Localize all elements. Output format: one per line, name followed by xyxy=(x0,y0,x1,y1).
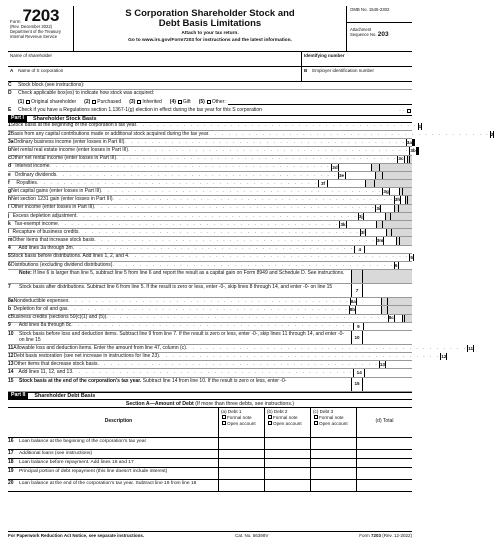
part-ii-header: Part II Shareholder Debt Basis xyxy=(8,392,412,400)
line-13-amount[interactable] xyxy=(385,361,412,368)
line-3f-amount[interactable] xyxy=(327,180,365,187)
debt-1-line-16[interactable] xyxy=(218,438,264,449)
purchased-checkbox[interactable] xyxy=(92,100,96,104)
original-shareholder-checkbox[interactable] xyxy=(26,100,30,104)
line-1-amount[interactable] xyxy=(421,123,422,130)
line-8c: c Business credits (sections 50(c)(1) and (5)) . . . . . . . . . . . . . . . . . . . . . . . . . . . . . . . . . . . . . . . . . . 8c xyxy=(8,315,412,323)
line-10: 10 Stock basis before loss and deduction items. Subtract line 9 from line 7. If the result is zero or less, enter -0-, skip lines 11 through 14, and enter -0- on line 15 10 xyxy=(8,331,412,345)
note-line: Note: If line 6 is larger than line 5, subtract line 5 from line 6 and report the result as a capital gain on Form 8949 and Schedule D. See instructions. xyxy=(8,270,412,284)
line-14-amount[interactable] xyxy=(364,369,412,376)
debt-1-line-19[interactable] xyxy=(218,468,264,479)
line-3l-amount[interactable] xyxy=(365,229,386,236)
omb-number: OMB No. 1545-2302 xyxy=(347,6,412,23)
line-4: 4 Add lines 3a through 3m . . . . . . . . . . . . . . . . . . . . . . . . . . . . . . . . . . . . . . . . . . 4 xyxy=(8,246,412,254)
line-13: 13 Other items that decrease stock basis . . . . . . . . . . . . . . . . . . . . . . . . . . . . . . . . . . . . . . . . . . 13 xyxy=(8,361,412,369)
line-7: 7 Stock basis after distributions. Subtract line 6 from line 5. If the result is zero or less, enter -0-, skip lines 8 through 14, and enter -0- on line 15 7 xyxy=(8,284,412,298)
line-d-options: (1) Original shareholder (2) Purchased (3) Inherited (4) Gift (5) Other: xyxy=(8,98,412,106)
other-acquisition-input[interactable] xyxy=(228,99,412,105)
other-checkbox[interactable] xyxy=(207,100,211,104)
line-12-amount[interactable] xyxy=(446,353,447,360)
line-6: 6 Distributions (excluding dividend distributions) . . . . . . . . . . . . . . . . . . . . . . . . . . . . . . . . . . . . . . . . . . 6 xyxy=(8,262,412,270)
part-i-header: Part I Shareholder Stock Basis xyxy=(8,115,412,123)
line-3d-amount[interactable] xyxy=(338,164,371,171)
debt-1-header: (a) Debt 1 Formal note Open account xyxy=(218,408,264,437)
line-5-amount[interactable] xyxy=(413,254,414,261)
form-title-line2: Debt Basis Limitations xyxy=(158,18,262,29)
line-3i: i Other income (enter losses in Part III) . . . . . . . . . . . . . . . . . . . . . . . . . . . . . . . . . . . . . . . . . . 3i xyxy=(8,205,412,213)
line-3m: m Other items that increase stock basis . . . . . . . . . . . . . . . . . . . . . . . . . . . . . . . . . . . . . . . . . . 3m xyxy=(8,237,412,245)
line-11-amount[interactable] xyxy=(473,345,474,352)
agency: Internal Revenue Service xyxy=(10,34,58,39)
debt-3-formal-note-checkbox[interactable] xyxy=(314,415,318,419)
election-checkbox[interactable] xyxy=(407,109,411,113)
line-3e-amount[interactable] xyxy=(345,172,375,179)
debt-row-16: 16 Loan balance at the beginning of the corporation's tax year xyxy=(8,438,412,450)
line-12: 12 Debt basis restoration (see net increase in instructions for line 23) . . . . . . . . . . . . . . . . . . . . . . . . . . . . . . . . . . . . . . . . . . 12 xyxy=(8,353,412,361)
form-id-block xyxy=(8,6,74,51)
line-2: 2 Basis from any capital contributions made or additional stock acquired during the tax year . . . . . . . . . . . . . . . . . . . . . . . . . . . . . . . . . . . . . . . . . . 2 xyxy=(8,131,412,139)
line-3a: 3a Ordinary business income (enter losses in Part III) . . . . . . . . . . . . . . . . . . . . . . . . . . . . . . . . . . . . . . . . . . 3a xyxy=(8,139,412,147)
debt-2-line-16[interactable] xyxy=(264,438,310,449)
line-15-amount[interactable] xyxy=(362,378,412,391)
line-3e: e Ordinary dividends . . . . . . . . . . . . . . . . . . . . . . . . . . . . . . . . . . . . . . . . . . 3e xyxy=(8,172,412,180)
debt-table-body xyxy=(8,438,412,492)
website-instruction: Go to www.irs.gov/Form7203 for instructions and the latest information. xyxy=(128,37,292,43)
line-3f: f Royalties . . . . . . . . . . . . . . . . . . . . . . . . . . . . . . . . . . . . . . . . . . 3f xyxy=(8,180,412,188)
ein-field[interactable]: B Employer identification number xyxy=(304,68,375,73)
catalog-number: Cat. No. 56398V xyxy=(235,533,269,539)
line-3b: b Net rental real estate income (enter losses in Part III) . . . . . . . . . . . . . . . . . . . . . . . . . . . . . . . . . . . . . . . . . . 3b xyxy=(8,147,412,155)
debt-3-line-17[interactable] xyxy=(310,450,356,458)
line-10-amount[interactable] xyxy=(362,331,412,344)
section-a-heading: Section A—Amount of Debt (If more than three debts, see instructions.) xyxy=(8,400,412,408)
debt-1-line-20[interactable] xyxy=(218,480,264,491)
identifying-number-field[interactable]: Identifying number xyxy=(304,53,345,58)
line-3g-amount[interactable] xyxy=(389,188,399,195)
omb-block xyxy=(346,6,412,51)
shareholder-row xyxy=(8,52,412,67)
line-8a: 8a Nondeductible expenses . . . . . . . . . . . . . . . . . . . . . . . . . . . . . . . . . . . . . . . . . . 8a xyxy=(8,298,412,306)
line-e: E Check if you have a Regulations section 1.1367-1(g) election in effect during the tax year for this S corporation .. xyxy=(8,107,412,115)
attach-instruction: Attach to your tax return. xyxy=(181,31,239,36)
paperwork-notice: For Paperwork Reduction Act Notice, see separate instructions. xyxy=(8,533,145,539)
debt-1-open-account-checkbox[interactable] xyxy=(222,421,226,425)
form-header xyxy=(8,6,412,52)
line-3d: d Interest income . . . . . . . . . . . . . . . . . . . . . . . . . . . . . . . . . . . . . . . . . . 3d xyxy=(8,164,412,172)
debt-3-line-20[interactable] xyxy=(310,480,356,491)
total-column-header: (d) Total xyxy=(356,408,412,437)
line-3h: h Net section 1231 gain (enter losses in Part III) . . . . . . . . . . . . . . . . . . . . . . . . . . . . . . . . . . . . . . . . . . 3h xyxy=(8,196,412,204)
revision-date: (Rev. December 2022) xyxy=(10,24,53,29)
line-8a-amount[interactable] xyxy=(356,298,381,305)
debt-2-header: (b) Debt 2 Formal note Open account xyxy=(264,408,310,437)
total-line-17[interactable] xyxy=(356,450,412,458)
line-5: 5 Stock basis before distributions. Add lines 1, 2, and 4 . . . . . . . . . . . . . . . . . . . . . . . . . . . . . . . . . . . . . . . . . . 5 xyxy=(8,254,412,262)
inherited-checkbox[interactable] xyxy=(137,100,141,104)
total-line-16[interactable] xyxy=(356,438,412,449)
part-i-lines-1-6 xyxy=(8,122,494,270)
debt-2-formal-note-checkbox[interactable] xyxy=(268,415,272,419)
line-3c: c Other net rental income (enter losses in Part III) . . . . . . . . . . . . . . . . . . . . . . . . . . . . . . . . . . . . . . . . . . 3c xyxy=(8,156,412,164)
gift-checkbox[interactable] xyxy=(178,100,182,104)
line-3j: j Excess depletion adjustment . . . . . . . . . . . . . . . . . . . . . . . . . . . . . . . . . . . . . . . . . . 3j xyxy=(8,213,412,221)
corporation-row xyxy=(8,67,412,82)
debt-row-17: 17 Additional loans (see instructions) xyxy=(8,450,412,459)
line-1: 1 Stock basis at the beginning of the corporation's tax year . . . . . . . . . . . . . . . . . . . . . . . . . . . . . . . . . . . . . . . . . . 1 xyxy=(8,123,412,131)
line-3m-amount[interactable] xyxy=(383,237,396,244)
debt-1-line-18[interactable] xyxy=(218,459,264,467)
line-8c-amount[interactable] xyxy=(394,315,402,322)
line-3j-amount[interactable] xyxy=(363,213,385,220)
debt-2-open-account-checkbox[interactable] xyxy=(268,421,272,425)
footer-form-id: Form 7203 (Rev. 12-2022) xyxy=(359,533,412,539)
form-page xyxy=(8,6,494,540)
debt-2-line-19[interactable] xyxy=(264,468,310,479)
line-3g: g Net capital gains (enter losses in Part III) . . . . . . . . . . . . . . . . . . . . . . . . . . . . . . . . . . . . . . . . . . 3g xyxy=(8,188,412,196)
line-4-amount[interactable] xyxy=(364,246,412,253)
form-title-block xyxy=(74,6,346,51)
sequence-number: 203 xyxy=(377,31,389,38)
total-line-19[interactable] xyxy=(356,468,412,479)
shareholder-name-field[interactable]: Name of shareholder xyxy=(8,52,302,66)
debt-1-formal-note-checkbox[interactable] xyxy=(222,415,226,419)
line-3k-amount[interactable] xyxy=(346,221,376,228)
debt-3-line-16[interactable] xyxy=(310,438,356,449)
total-line-18[interactable] xyxy=(356,459,412,467)
line-d: D Check applicable box(es) to indicate how stock was acquired: xyxy=(8,90,155,97)
form-title-line1: S Corporation Shareholder Stock and xyxy=(125,8,295,19)
line-15: 15 Stock basis at the end of the corporation's tax year. Subtract line 14 from line 10. If the result is zero or less, enter -0- 15 xyxy=(8,378,412,392)
part-i-lines-11-14 xyxy=(8,344,474,378)
debt-2-line-17[interactable] xyxy=(264,450,310,458)
total-line-20[interactable] xyxy=(356,480,412,491)
line-3k: k Tax-exempt income . . . . . . . . . . . . . . . . . . . . . . . . . . . . . . . . . . . . . . . . . . 3k xyxy=(8,221,412,229)
line-9: 9 Add lines 8a through 8c . . . . . . . . . . . . . . . . . . . . . . . . . . . . . . . . . . . . . . . . . . 9 xyxy=(8,323,412,331)
line-6-amount[interactable] xyxy=(398,262,412,269)
form-word: Form xyxy=(10,18,21,24)
line-14: 14 Add lines 11, 12, and 13 . . . . . . . . . . . . . . . . . . . . . . . . . . . . . . . . . . . . . . . . . . 14 xyxy=(8,369,412,377)
form-footer xyxy=(8,531,412,540)
line-7-amount[interactable] xyxy=(362,284,412,297)
debt-1-line-17[interactable] xyxy=(218,450,264,458)
line-9-amount[interactable] xyxy=(363,323,412,330)
debt-row-18: 18 Loan balance before repayment. Add lines 16 and 17 xyxy=(8,459,412,468)
line-8b-amount[interactable] xyxy=(355,306,380,313)
debt-3-line-19[interactable] xyxy=(310,468,356,479)
line-3i-amount[interactable] xyxy=(380,205,394,212)
line-8b: b Depletion for oil and gas . . . . . . . . . . . . . . . . . . . . . . . . . . . . . . . . . . . . . . . . . . 8b xyxy=(8,306,412,314)
line-11: 11 Allowable loss and deduction items. Enter the amount from line 47, column (c) . . . . . . . . . . . . . . . . . . . . . . . . . . . . . . . . . . . . . . . . . . 11 xyxy=(8,345,412,353)
debt-row-19: 19 Principal portion of debt repayment (this line doesn't include interest) xyxy=(8,468,412,480)
line-3l: l Recapture of business credits . . . . . . . . . . . . . . . . . . . . . . . . . . . . . . . . . . . . . . . . . . 3l xyxy=(8,229,412,237)
debt-3-line-18[interactable] xyxy=(310,459,356,467)
form-number: 7203 xyxy=(22,6,60,25)
debt-2-line-18[interactable] xyxy=(264,459,310,467)
s-corporation-name-field[interactable]: A Name of S corporation xyxy=(8,67,302,81)
debt-3-open-account-checkbox[interactable] xyxy=(314,421,318,425)
debt-3-header: (c) Debt 3 Formal note Open account xyxy=(310,408,356,437)
debt-2-line-20[interactable] xyxy=(264,480,310,491)
part-i-lines-8-9 xyxy=(8,298,412,331)
description-column-header: Description xyxy=(104,418,133,425)
line-c[interactable]: C Stock block (see instructions): xyxy=(8,82,412,90)
debt-row-20: 20 Loan balance at the end of the corporation's tax year. Subtract line 19 from line 18 xyxy=(8,480,412,492)
debt-table-header xyxy=(8,408,412,438)
department: Department of the Treasury xyxy=(10,29,61,34)
attachment-sequence: Attachment Sequence No. 203 xyxy=(350,27,389,38)
